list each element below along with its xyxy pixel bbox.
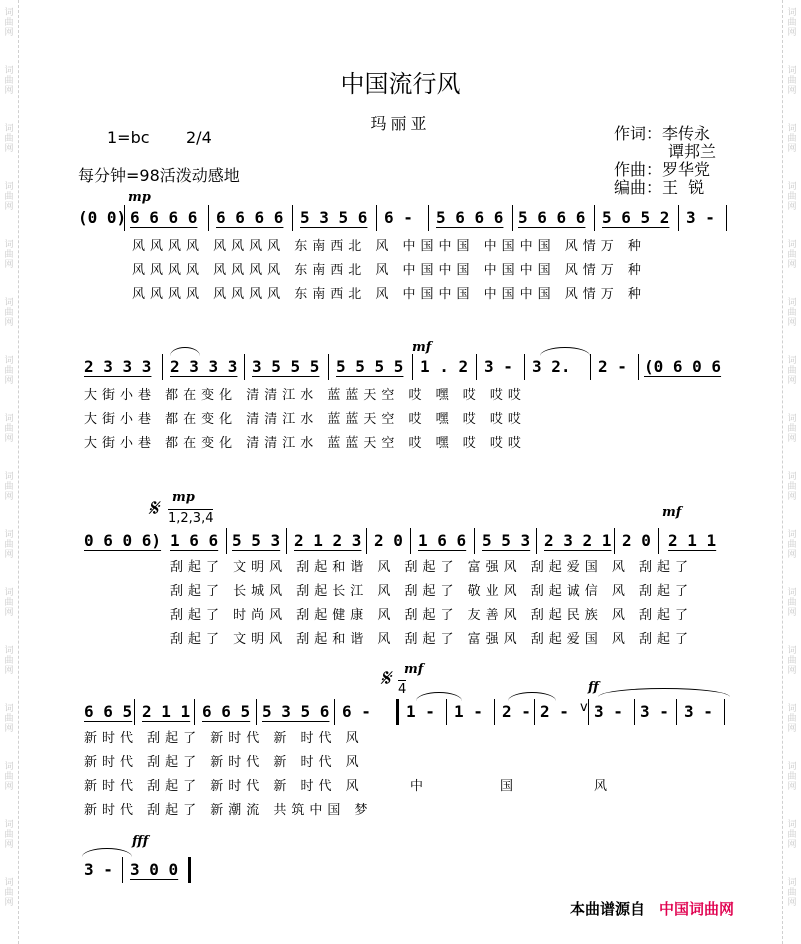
notation-line-5 bbox=[78, 857, 734, 887]
barline bbox=[122, 857, 123, 883]
barline bbox=[328, 354, 329, 380]
measure: 6 6 5 bbox=[84, 702, 133, 721]
watermark-glyphs: 词 曲 网 bbox=[4, 762, 14, 792]
barline bbox=[534, 699, 535, 725]
lyric-line: 刮起了 时尚风 刮起健康 风 刮起了 友善风 刮起民族 风 刮起了 bbox=[170, 608, 694, 623]
watermark-glyphs: 词 曲 网 bbox=[787, 704, 797, 734]
barline bbox=[366, 528, 367, 554]
coda-lyric: 国 bbox=[500, 779, 519, 794]
notation-line-3 bbox=[78, 528, 734, 558]
barline bbox=[594, 205, 595, 231]
measure: 1 . 2 bbox=[420, 357, 469, 376]
slur bbox=[416, 692, 462, 701]
watermark-glyphs: 词 曲 网 bbox=[787, 414, 797, 444]
barline bbox=[292, 205, 293, 231]
watermark-glyphs: 词 曲 网 bbox=[787, 762, 797, 792]
measure: 3 - bbox=[686, 208, 715, 227]
watermark-strip-left bbox=[0, 0, 19, 944]
watermark-glyphs: 词 曲 网 bbox=[4, 8, 14, 38]
barline bbox=[428, 205, 429, 231]
song-title: 中国流行风 bbox=[340, 70, 461, 98]
measure: 2 3 3 3 bbox=[84, 357, 152, 376]
measure: 6 6 6 6 bbox=[130, 208, 198, 227]
watermark-glyphs: 词 曲 网 bbox=[787, 588, 797, 618]
measure: 2 3 2 1 bbox=[544, 531, 612, 550]
watermark-glyphs: 词 曲 网 bbox=[4, 646, 14, 676]
lyric-line: 大街小巷 都在变化 清清江水 蓝蓝天空 哎 嘿 哎 哎哎 bbox=[84, 388, 526, 403]
barline bbox=[376, 205, 377, 231]
segno-sign: 𝄋 bbox=[380, 664, 391, 692]
barline bbox=[676, 699, 677, 725]
arranger-credit bbox=[614, 178, 704, 198]
volta-bracket: 1,2,3,4 bbox=[168, 511, 214, 526]
dynamic-mp: mp bbox=[128, 190, 151, 205]
barline bbox=[614, 528, 615, 554]
lyric-line: 新时代 刮起了 新时代 新 时代 风 bbox=[84, 779, 364, 794]
lyric-line: 刮起了 文明风 刮起和谐 风 刮起了 富强风 刮起爱国 风 刮起了 bbox=[170, 632, 694, 647]
barline bbox=[162, 354, 163, 380]
arranger-label: 编曲： bbox=[614, 178, 663, 197]
measure: 3 - bbox=[684, 702, 713, 721]
dynamic-fff: fff bbox=[132, 834, 149, 849]
key-signature: 1=bc bbox=[107, 128, 150, 147]
watermark-glyphs: 词 曲 网 bbox=[4, 704, 14, 734]
watermark-glyphs: 词 曲 网 bbox=[4, 66, 14, 96]
watermark-glyphs: 词 曲 网 bbox=[787, 878, 797, 908]
notation-line-1 bbox=[78, 205, 734, 235]
lyric-line: 刮起了 长城风 刮起长江 风 刮起了 敬业风 刮起诚信 风 刮起了 bbox=[170, 584, 694, 599]
measure: 2 1 1 bbox=[668, 531, 717, 550]
dynamic-mf: mf bbox=[662, 505, 682, 520]
slur bbox=[598, 688, 730, 697]
dynamic-mf: mf bbox=[412, 340, 432, 355]
measure: 6 - bbox=[384, 208, 413, 227]
source-label: 本曲谱源自 bbox=[570, 900, 646, 918]
barline bbox=[658, 528, 659, 554]
watermark-glyphs: 词 曲 网 bbox=[4, 820, 14, 850]
measure: 5 5 3 bbox=[482, 531, 531, 550]
barline bbox=[536, 528, 537, 554]
measure: 2 0 bbox=[374, 531, 403, 550]
measure: 2 - bbox=[540, 702, 569, 721]
barline bbox=[194, 699, 195, 725]
lyricist-name: 李传永 bbox=[662, 124, 711, 143]
lyric-line: 风风风风 风风风风 东南西北 风 中国中国 中国中国 风情万 种 bbox=[132, 287, 646, 302]
lyric-line: 新时代 刮起了 新时代 新 时代 风 bbox=[84, 755, 364, 770]
measure: 5 3 5 6 bbox=[262, 702, 330, 721]
watermark-glyphs: 词 曲 网 bbox=[4, 414, 14, 444]
repeat-barline bbox=[396, 699, 399, 725]
measure: 1 6 6 bbox=[170, 531, 219, 550]
watermark-glyphs: 词 曲 网 bbox=[4, 878, 14, 908]
watermark-glyphs: 词 曲 网 bbox=[787, 298, 797, 328]
lyricist-credit bbox=[614, 124, 710, 144]
watermark-glyphs: 词 曲 网 bbox=[787, 124, 797, 154]
watermark-glyphs: 词 曲 网 bbox=[787, 820, 797, 850]
time-signature: 2/4 bbox=[186, 128, 212, 147]
composer-label: 作曲： bbox=[614, 160, 663, 179]
composer-credit bbox=[614, 160, 710, 180]
measure: 3 0 0 bbox=[130, 860, 179, 879]
barline bbox=[256, 699, 257, 725]
barline bbox=[244, 354, 245, 380]
notation-line-2 bbox=[78, 354, 734, 384]
dynamic-ff: ff bbox=[588, 680, 599, 695]
lyric-line: 风风风风 风风风风 东南西北 风 中国中国 中国中国 风情万 种 bbox=[132, 239, 646, 254]
watermark-glyphs: 词 曲 网 bbox=[4, 298, 14, 328]
barline bbox=[726, 205, 727, 231]
measure: 2 3 3 3 bbox=[170, 357, 238, 376]
watermark-glyphs: 词 曲 网 bbox=[4, 472, 14, 502]
singer-name: 玛丽亚 bbox=[370, 114, 431, 133]
composer-name: 罗华党 bbox=[662, 160, 711, 179]
barline bbox=[208, 205, 209, 231]
watermark-glyphs: 词 曲 网 bbox=[787, 472, 797, 502]
measure: 2 - bbox=[502, 702, 531, 721]
slur bbox=[540, 347, 590, 356]
barline bbox=[124, 205, 125, 231]
barline bbox=[474, 528, 475, 554]
watermark-strip-right bbox=[782, 0, 801, 944]
measure: 3 - bbox=[640, 702, 669, 721]
watermark-glyphs: 词 曲 网 bbox=[787, 240, 797, 270]
watermark-glyphs: 词 曲 网 bbox=[4, 530, 14, 560]
measure: 3 - bbox=[594, 702, 623, 721]
measure: (0 0) bbox=[78, 208, 127, 227]
barline bbox=[588, 699, 589, 725]
watermark-glyphs: 词 曲 网 bbox=[4, 124, 14, 154]
watermark-glyphs: 词 曲 网 bbox=[4, 182, 14, 212]
measure: 5 5 3 bbox=[232, 531, 281, 550]
measure: 2 1 2 3 bbox=[294, 531, 362, 550]
slur bbox=[508, 692, 556, 701]
lyricist-credit-2: 谭邦兰 bbox=[668, 142, 717, 161]
measure: 6 6 6 6 bbox=[216, 208, 284, 227]
barline bbox=[446, 699, 447, 725]
lyric-line: 新时代 刮起了 新时代 新 时代 风 bbox=[84, 731, 364, 746]
coda-lyric: 中 bbox=[410, 779, 429, 794]
watermark-glyphs: 词 曲 网 bbox=[4, 356, 14, 386]
measure: 3 2. bbox=[532, 357, 571, 376]
segno-sign: 𝄋 bbox=[148, 494, 159, 522]
arranger-name: 王 锐 bbox=[662, 178, 705, 197]
measure: 3 - bbox=[484, 357, 513, 376]
measure: 6 - bbox=[342, 702, 371, 721]
watermark-glyphs: 词 曲 网 bbox=[4, 588, 14, 618]
barline bbox=[724, 699, 725, 725]
barline bbox=[476, 354, 477, 380]
lyric-line: 大街小巷 都在变化 清清江水 蓝蓝天空 哎 嘿 哎 哎哎 bbox=[84, 412, 526, 427]
watermark-glyphs: 词 曲 网 bbox=[787, 530, 797, 560]
measure: 3 - bbox=[84, 860, 113, 879]
measure: 0 6 0 6) bbox=[84, 531, 162, 550]
barline bbox=[412, 354, 413, 380]
measure: 3 5 5 5 bbox=[252, 357, 320, 376]
measure: 6 6 5 bbox=[202, 702, 251, 721]
watermark-glyphs: 词 曲 网 bbox=[4, 240, 14, 270]
barline bbox=[134, 699, 135, 725]
dynamic-mf: mf bbox=[404, 662, 424, 677]
lyric-line: 风风风风 风风风风 东南西北 风 中国中国 中国中国 风情万 种 bbox=[132, 263, 646, 278]
tempo-marking: 每分钟=98活泼动感地 bbox=[78, 166, 240, 185]
lyric-line: 刮起了 文明风 刮起和谐 风 刮起了 富强风 刮起爱国 风 刮起了 bbox=[170, 560, 694, 575]
barline bbox=[410, 528, 411, 554]
measure: 5 6 6 6 bbox=[436, 208, 504, 227]
barline bbox=[590, 354, 591, 380]
measure: 2 - bbox=[598, 357, 627, 376]
watermark-glyphs: 词 曲 网 bbox=[787, 8, 797, 38]
source-credit bbox=[570, 898, 734, 919]
barline bbox=[334, 699, 335, 725]
notation-line-4 bbox=[78, 699, 734, 729]
barline bbox=[512, 205, 513, 231]
measure: 2 0 bbox=[622, 531, 651, 550]
watermark-glyphs: 词 曲 网 bbox=[787, 646, 797, 676]
barline bbox=[638, 354, 639, 380]
source-site: 中国词曲网 bbox=[659, 900, 735, 918]
measure: 5 3 5 6 bbox=[300, 208, 368, 227]
measure: 5 6 6 6 bbox=[518, 208, 586, 227]
slur bbox=[170, 347, 200, 356]
barline bbox=[524, 354, 525, 380]
measure: 5 6 5 2 bbox=[602, 208, 670, 227]
lyric-line: 大街小巷 都在变化 清清江水 蓝蓝天空 哎 嘿 哎 哎哎 bbox=[84, 436, 526, 451]
barline bbox=[634, 699, 635, 725]
watermark-glyphs: 词 曲 网 bbox=[787, 356, 797, 386]
lyricist-label: 作词： bbox=[614, 124, 663, 143]
measure: (0 6 0 6 bbox=[644, 357, 722, 376]
barline bbox=[494, 699, 495, 725]
breath-mark: v bbox=[580, 700, 588, 715]
measure: 1 - bbox=[454, 702, 483, 721]
final-barline bbox=[188, 857, 191, 883]
barline bbox=[286, 528, 287, 554]
watermark-glyphs: 词 曲 网 bbox=[787, 66, 797, 96]
measure: 2 1 1 bbox=[142, 702, 191, 721]
measure: 5 5 5 5 bbox=[336, 357, 404, 376]
lyric-line: 新时代 刮起了 新潮流 共筑中国 梦 bbox=[84, 803, 373, 818]
barline bbox=[226, 528, 227, 554]
watermark-glyphs: 词 曲 网 bbox=[787, 182, 797, 212]
slur bbox=[82, 848, 132, 857]
dynamic-mp: mp bbox=[172, 490, 195, 505]
measure: 1 6 6 bbox=[418, 531, 467, 550]
measure: 1 - bbox=[406, 702, 435, 721]
coda-lyric: 风 bbox=[594, 779, 613, 794]
coda-number: 4 bbox=[398, 682, 407, 697]
barline bbox=[678, 205, 679, 231]
